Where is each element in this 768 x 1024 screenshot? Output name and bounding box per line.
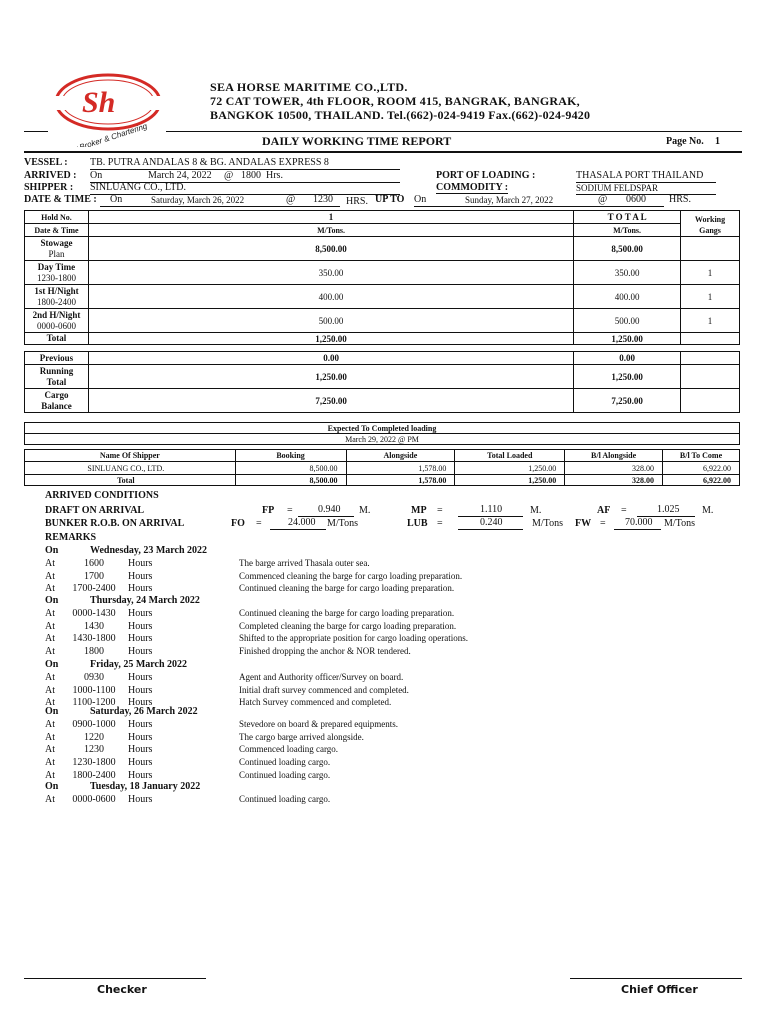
running-row xyxy=(25,389,740,413)
logo-ring-text: Agency,Broker & Chartering xyxy=(51,121,149,147)
remark-time: 1700 xyxy=(84,570,104,582)
fp-label: FP xyxy=(262,505,275,516)
work-row xyxy=(25,237,740,261)
company-address-1: 72 CAT TOWER, 4th FLOOR, ROOM 415, BANGRAK, BANGRAK, xyxy=(210,94,580,108)
remark-hours: Hours xyxy=(128,684,153,696)
datetime-label: DATE & TIME : xyxy=(24,194,97,205)
remark-day-date: Tuesday, 18 January 2022 xyxy=(90,781,201,792)
remark-hours: Hours xyxy=(128,718,153,730)
arrived-label: ARRIVED : xyxy=(24,170,77,181)
gangs-value xyxy=(681,352,740,365)
total-value: 1,250.00 xyxy=(574,365,681,389)
work-row-label xyxy=(25,285,89,309)
shipper-header-cell: Booking xyxy=(235,450,346,462)
work-row xyxy=(25,333,740,345)
remark-hours: Hours xyxy=(128,757,153,769)
running-row-label xyxy=(25,352,89,365)
remark-at: At xyxy=(45,607,55,619)
work-table xyxy=(24,210,740,345)
remark-hours: Hours xyxy=(128,770,153,781)
remark-time: 0900-1000 xyxy=(72,718,116,730)
arrived-at: @ xyxy=(224,170,234,181)
datetime-to-time: 0600 xyxy=(626,194,646,205)
remark-hours: Hours xyxy=(128,646,153,658)
remark-time: 1100-1200 xyxy=(72,697,116,709)
work-row-label xyxy=(25,261,89,285)
gangs-label: Gangs xyxy=(699,226,721,235)
total-header: T O T A L xyxy=(574,211,681,224)
datetime-at: @ xyxy=(286,194,296,205)
expected-value: March 29, 2022 @ PM xyxy=(25,434,740,445)
hold-1-value: 8,500.00 xyxy=(88,237,573,261)
running-row xyxy=(25,352,740,365)
remark-text: Finished dropping the anchor & NOR tendered. xyxy=(239,646,411,657)
shipper-header-cell: B/l To Come xyxy=(663,450,740,462)
arrived-on: On xyxy=(90,170,103,181)
row-label-line1: Total xyxy=(46,333,67,343)
remark-text: Shifted to the appropriate position for cargo loading operations. xyxy=(239,633,469,644)
page-number: 1 xyxy=(715,136,720,147)
shipper-cell: 1,250.00 xyxy=(455,462,565,475)
work-row-label xyxy=(25,333,89,345)
remark-text: Continued cleaning the barge for cargo loading preparation. xyxy=(239,583,455,594)
row-label-line1: Day Time xyxy=(37,261,76,272)
working-label: Working xyxy=(694,215,726,224)
shipper-row xyxy=(25,462,740,475)
row-label-line2: 1230-1800 xyxy=(36,272,76,283)
mp-label: MP xyxy=(411,505,427,516)
af-eq: = xyxy=(621,505,627,516)
vessel-label: VESSEL : xyxy=(24,157,68,168)
work-row xyxy=(25,285,740,309)
shipper-table xyxy=(24,449,740,486)
remark-text: Completed cleaning the barge for cargo loading preparation. xyxy=(239,620,457,631)
row-label-line1: 1st H/Night xyxy=(34,285,79,296)
remark-time: 1230-1800 xyxy=(72,757,116,769)
remark-at: At xyxy=(45,633,55,645)
shipper-cell: 1,578.00 xyxy=(346,462,455,475)
remark-day-on: On xyxy=(45,545,59,556)
remark-text: Hatch Survey commenced and completed. xyxy=(239,697,392,708)
hold-1-header: 1 xyxy=(88,211,573,224)
expected-label: Expected To Completed loading xyxy=(25,423,740,434)
shipper-header-cell: B/l Alongside xyxy=(565,450,663,462)
remark-hours: Hours xyxy=(128,744,153,756)
hold-1-value: 1,250.00 xyxy=(88,333,573,345)
chief-officer-signature-label: Chief Officer xyxy=(621,983,698,996)
gangs-value: 1 xyxy=(681,285,740,309)
remark-time: 1220 xyxy=(84,731,104,743)
work-row xyxy=(25,309,740,333)
lub-unit: M/Tons xyxy=(532,518,563,529)
logo-letters: Sh xyxy=(82,86,116,119)
remark-day-on: On xyxy=(45,781,59,792)
remark-at: At xyxy=(45,570,55,582)
gangs-value: 1 xyxy=(681,309,740,333)
total-value: 400.00 xyxy=(574,285,681,309)
remark-at: At xyxy=(45,718,55,730)
hold-1-value: 400.00 xyxy=(88,285,573,309)
gangs-value xyxy=(681,333,740,345)
remark-text: The cargo barge arrived alongside. xyxy=(239,731,364,742)
expected-table xyxy=(24,422,740,445)
remark-time: 1800-2400 xyxy=(72,770,116,781)
row-label-line2: 0000-0600 xyxy=(36,320,76,331)
remark-at: At xyxy=(45,744,55,756)
shipper-cell: 6,922.00 xyxy=(663,462,740,475)
remark-day-on: On xyxy=(45,595,59,606)
row-label-line2: Plan xyxy=(48,248,65,259)
remark-hours: Hours xyxy=(128,793,153,805)
mp-eq: = xyxy=(437,505,443,516)
fw-unit: M/Tons xyxy=(664,518,695,529)
company-logo xyxy=(40,62,180,147)
lub-label: LUB xyxy=(407,518,428,529)
row-label-line1: Cargo xyxy=(44,389,69,400)
total-value: 1,250.00 xyxy=(574,333,681,345)
fo-eq: = xyxy=(256,518,262,529)
remark-hours: Hours xyxy=(128,570,153,582)
remark-at: At xyxy=(45,583,55,595)
remark-at: At xyxy=(45,557,55,569)
work-row xyxy=(25,261,740,285)
shipper-value: SINLUANG CO., LTD. xyxy=(90,182,187,193)
lub-value: 0.240 xyxy=(480,517,503,528)
remark-time: 1700-2400 xyxy=(72,583,116,595)
remark-hours: Hours xyxy=(128,607,153,619)
remark-hours: Hours xyxy=(128,671,153,683)
remark-day-date: Friday, 25 March 2022 xyxy=(90,659,188,670)
remark-time: 0930 xyxy=(84,671,104,683)
bunker-label: BUNKER R.O.B. ON ARRIVAL xyxy=(45,518,185,529)
remarks-title: REMARKS xyxy=(45,532,97,543)
gangs-value xyxy=(681,237,740,261)
remark-hours: Hours xyxy=(128,731,153,743)
remark-text: Continued loading cargo. xyxy=(239,757,331,768)
hold-1-value: 7,250.00 xyxy=(88,389,573,413)
commodity-label: COMMODITY : xyxy=(436,182,509,193)
row-label-line1: Previous xyxy=(39,352,74,363)
row-label-line1: Running xyxy=(39,365,74,376)
fw-eq: = xyxy=(600,518,606,529)
datetime-at-2: @ xyxy=(598,194,608,205)
vessel-value: TB. PUTRA ANDALAS 8 & BG. ANDALAS EXPRESS 8 xyxy=(90,157,329,168)
hold-1-value: 0.00 xyxy=(88,352,573,365)
datetime-upto: UP TO xyxy=(375,194,405,205)
total-value: 7,250.00 xyxy=(574,389,681,413)
remark-day-date: Wednesday, 23 March 2022 xyxy=(90,545,208,556)
shipper-header-row xyxy=(25,450,740,462)
shipper-total-cell: 6,922.00 xyxy=(663,475,740,486)
remark-time: 1800 xyxy=(84,646,104,658)
remark-text: Initial draft survey commenced and completed. xyxy=(239,684,409,695)
shipper-total-cell: 328.00 xyxy=(565,475,663,486)
remark-text: Continued cleaning the barge for cargo loading preparation. xyxy=(239,607,455,618)
working-gangs-header xyxy=(681,211,740,237)
shipper-total-cell: Total xyxy=(25,475,236,486)
datetime-from-date: Saturday, March 26, 2022 xyxy=(151,195,245,205)
row-label-line2: 1800-2400 xyxy=(36,296,76,307)
fw-value: 70.000 xyxy=(625,517,653,528)
remark-time: 1600 xyxy=(84,557,104,569)
checker-signature-label: Checker xyxy=(97,983,147,996)
remark-hours: Hours xyxy=(128,633,153,645)
row-label-line2: Balance xyxy=(41,400,72,411)
work-row-label xyxy=(25,237,89,261)
remark-hours: Hours xyxy=(128,697,153,709)
fp-eq: = xyxy=(287,505,293,516)
shipper-cell: 8,500.00 xyxy=(235,462,346,475)
remark-text: Commenced cleaning the barge for cargo loading preparation. xyxy=(239,570,463,581)
remark-at: At xyxy=(45,646,55,658)
remark-text: Commenced loading cargo. xyxy=(239,744,339,755)
remark-at: At xyxy=(45,684,55,696)
remark-time: 0000-1430 xyxy=(72,607,116,619)
running-table xyxy=(24,351,740,413)
port-of-loading-value: THASALA PORT THAILAND xyxy=(576,170,704,181)
remark-day-on: On xyxy=(45,659,59,670)
af-label: AF xyxy=(597,505,611,516)
shipper-cell: SINLUANG CO., LTD. xyxy=(25,462,236,475)
remark-day-date: Thursday, 24 March 2022 xyxy=(90,595,200,606)
arrived-conditions-title: ARRIVED CONDITIONS xyxy=(45,490,159,501)
shipper-total-cell: 1,250.00 xyxy=(455,475,565,486)
running-row-label xyxy=(25,365,89,389)
datetime-on-2: On xyxy=(414,194,427,205)
remark-text: The barge arrived Thasala outer sea. xyxy=(239,557,370,568)
hold-1-value: 1,250.00 xyxy=(88,365,573,389)
shipper-header-cell: Total Loaded xyxy=(455,450,565,462)
datetime-on: On xyxy=(110,194,123,205)
remark-text: Agent and Authority officer/Survey on board. xyxy=(239,671,404,682)
remark-text: Continued loading cargo. xyxy=(239,770,331,780)
remark-hours: Hours xyxy=(128,557,153,569)
running-row-label xyxy=(25,389,89,413)
remark-text: Stevedore on board & prepared equipments. xyxy=(239,718,398,729)
fw-label: FW xyxy=(575,518,592,529)
shipper-total-cell: 1,578.00 xyxy=(346,475,455,486)
total-value: 500.00 xyxy=(574,309,681,333)
remark-at: At xyxy=(45,671,55,683)
date-time-header: Date & Time xyxy=(25,224,89,237)
datetime-from-time: 1230 xyxy=(313,194,333,205)
datetime-to-date: Sunday, March 27, 2022 xyxy=(465,195,554,205)
shipper-total-cell: 8,500.00 xyxy=(235,475,346,486)
hold-1-value: 350.00 xyxy=(88,261,573,285)
total-value: 350.00 xyxy=(574,261,681,285)
shipper-header-cell: Name Of Shipper xyxy=(25,450,236,462)
datetime-hrs-2: HRS. xyxy=(669,194,691,205)
company-address-2: BANGKOK 10500, THAILAND. Tel.(662)-024-9419 Fax.(662)-024-9420 xyxy=(210,108,591,122)
row-label-line2: Total xyxy=(46,376,67,387)
company-name: SEA HORSE MARITIME CO.,LTD. xyxy=(210,80,408,94)
row-label-line1: Stowage xyxy=(40,237,73,248)
remark-hours: Hours xyxy=(128,620,153,632)
arrived-unit: Hrs. xyxy=(266,170,283,181)
report-title: DAILY WORKING TIME REPORT xyxy=(262,134,452,148)
gangs-value xyxy=(681,365,740,389)
draft-label: DRAFT ON ARRIVAL xyxy=(45,505,145,516)
page-number-label: Page No. xyxy=(666,136,704,147)
fo-unit: M/Tons xyxy=(327,518,358,529)
shipper-header-cell: Alongside xyxy=(346,450,455,462)
remark-at: At xyxy=(45,731,55,743)
shipper-cell: 328.00 xyxy=(565,462,663,475)
row-label-line1: 2nd H/Night xyxy=(32,309,81,320)
gangs-value xyxy=(681,389,740,413)
hold-no-header: Hold No. xyxy=(25,211,89,224)
remark-time: 1430 xyxy=(84,620,104,632)
sea-horse-logo-icon xyxy=(40,62,180,147)
fp-unit: M. xyxy=(359,505,371,516)
fo-label: FO xyxy=(231,518,245,529)
remark-text: Continued loading cargo. xyxy=(239,793,331,804)
af-unit: M. xyxy=(702,505,714,516)
fo-value: 24.000 xyxy=(288,517,316,528)
datetime-hrs: HRS. xyxy=(346,196,368,207)
remark-time: 0000-0600 xyxy=(72,793,116,805)
running-row xyxy=(25,365,740,389)
port-of-loading-label: PORT OF LOADING : xyxy=(436,170,536,181)
fp-value: 0.940 xyxy=(318,504,341,515)
remark-day-date: Saturday, 26 March 2022 xyxy=(90,706,198,717)
remark-day-on: On xyxy=(45,706,59,717)
hold-1-value: 500.00 xyxy=(88,309,573,333)
remark-time: 1230 xyxy=(84,744,104,756)
remark-time: 1430-1800 xyxy=(72,633,116,645)
remark-at: At xyxy=(45,770,55,781)
remark-at: At xyxy=(45,793,55,805)
commodity-value: SODIUM FELDSPAR xyxy=(576,183,658,193)
mtons-total-header: M/Tons. xyxy=(574,224,681,237)
mp-value: 1.110 xyxy=(480,504,503,515)
remark-hours: Hours xyxy=(128,583,153,595)
shipper-label: SHIPPER : xyxy=(24,182,74,193)
arrived-date: March 24, 2022 xyxy=(148,170,212,181)
lub-eq: = xyxy=(437,518,443,529)
mp-unit: M. xyxy=(530,505,542,516)
work-row-label xyxy=(25,309,89,333)
arrived-time: 1800 xyxy=(241,170,261,181)
remark-time: 1000-1100 xyxy=(72,684,116,696)
total-value: 8,500.00 xyxy=(574,237,681,261)
shipper-total-row xyxy=(25,475,740,486)
remark-at: At xyxy=(45,757,55,769)
total-value: 0.00 xyxy=(574,352,681,365)
remark-at: At xyxy=(45,620,55,632)
remark-at: At xyxy=(45,697,55,709)
mtons-header: M/Tons. xyxy=(88,224,573,237)
af-value: 1.025 xyxy=(657,504,680,515)
gangs-value: 1 xyxy=(681,261,740,285)
